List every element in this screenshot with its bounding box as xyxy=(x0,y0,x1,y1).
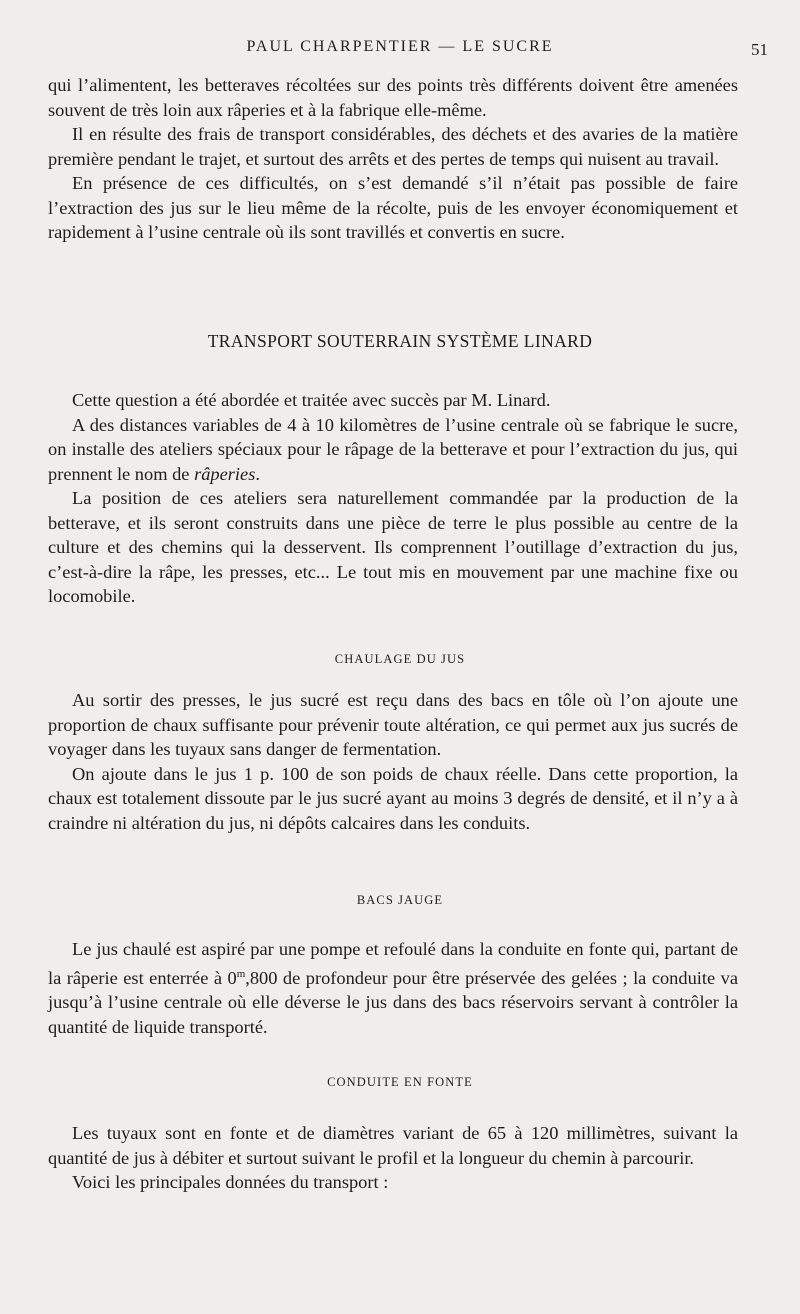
transport-paragraph-2-end: . xyxy=(255,463,260,484)
conduite-paragraph-1: Les tuyaux sont en fonte et de diamètres variant de 65 à 120 millimètres, suivant la quantité de jus à débiter et surtout suivant le profil et la longueur du chemin à parcourir. xyxy=(48,1123,738,1168)
intro-paragraph-2: Il en résulte des frais de transport considérables, des déchets et des avaries de la matière première pendant le trajet, et surtout des arrêts et des pertes de temps qui nuisent au travail. xyxy=(48,124,738,169)
bacs-section xyxy=(48,937,738,1039)
page-header xyxy=(0,38,800,62)
conduite-paragraph-2: Voici les principales données du transport : xyxy=(72,1172,389,1192)
running-head: PAUL CHARPENTIER — LE SUCRE xyxy=(246,38,554,55)
transport-section xyxy=(48,388,738,609)
page-number: 51 xyxy=(751,40,768,59)
bacs-paragraph-1 xyxy=(48,937,738,1039)
section-title-transport: TRANSPORT SOUTERRAIN SYSTÈME LINARD xyxy=(207,331,593,351)
transport-paragraph-2-text: A des distances variables de 4 à 10 kilomètres de l’usine centrale où se fabrique le sucre, on installe des ateliers spéciaux pour le râpage de la betterave et pour l’extraction du jus, qui prennent le nom de xyxy=(48,414,738,484)
chaulage-paragraph-1: Au sortir des presses, le jus sucré est reçu dans des bacs en tôle où l’on ajoute une proportion de chaux suffisante pour prévenir toute altération, ce qui permet aux jus sucrés de voyager dans les tuyaux sans danger de fermentation. xyxy=(48,690,738,759)
transport-paragraph-2 xyxy=(48,413,738,487)
intro-paragraph-3: En présence de ces difficultés, on s’est demandé s’il n’était pas possible de faire l’extraction des jus sur le lieu même de la récolte, puis de les envoyer économiquement et rapidement à l’usine centrale où ils sont travillés et convertis en sucre. xyxy=(48,173,738,242)
intro-section xyxy=(48,73,738,245)
raperies-term: râperies xyxy=(194,463,256,484)
section-title-bacs: BACS JAUGE xyxy=(356,893,444,907)
bacs-paragraph-end: ,800 de profondeur pour être préservée des gelées ; la conduite va jusqu’à l’usine centrale où elle déverse le jus dans des bacs réservoirs servant à contrôler la quantité de liquide transporté. xyxy=(48,967,738,1037)
meter-unit: m xyxy=(236,967,246,980)
section-title-conduite: CONDUITE EN FONTE xyxy=(327,1075,473,1089)
transport-paragraph-1: Cette question a été abordée et traitée avec succès par M. Linard. xyxy=(72,390,551,410)
chaulage-section xyxy=(48,688,738,835)
conduite-section xyxy=(48,1121,738,1195)
transport-paragraph-3: La position de ces ateliers sera naturellement commandée par la production de la betterave, et ils seront construits dans une pièce de terre le plus possible au centre de la culture et des chemins qui la desservent. Ils comprennent l’outillage d’extraction du jus, c’est-à-dire la râpe, les presses, etc... Le tout mis en mouvement par une machine fixe ou locomobile. xyxy=(48,488,738,606)
intro-paragraph-1: qui l’alimentent, les betteraves récoltées sur des points très différents doivent être amenées souvent de très loin aux râperies et à la fabrique elle-même. xyxy=(48,75,738,120)
chaulage-paragraph-2: On ajoute dans le jus 1 p. 100 de son poids de chaux réelle. Dans cette proportion, la chaux est totalement dissoute par le jus sucré ayant au moins 3 degrés de densité, et il n’y a à craindre ni altération du jus, ni dépôts calcaires dans les conduits. xyxy=(48,763,738,833)
section-title-chaulage: CHAULAGE DU JUS xyxy=(334,652,466,666)
bacs-paragraph-text: Le jus chaulé est aspiré par une pompe et refoulé dans la conduite en fonte qui, partant de la râperie est enterrée à 0 xyxy=(48,939,738,988)
